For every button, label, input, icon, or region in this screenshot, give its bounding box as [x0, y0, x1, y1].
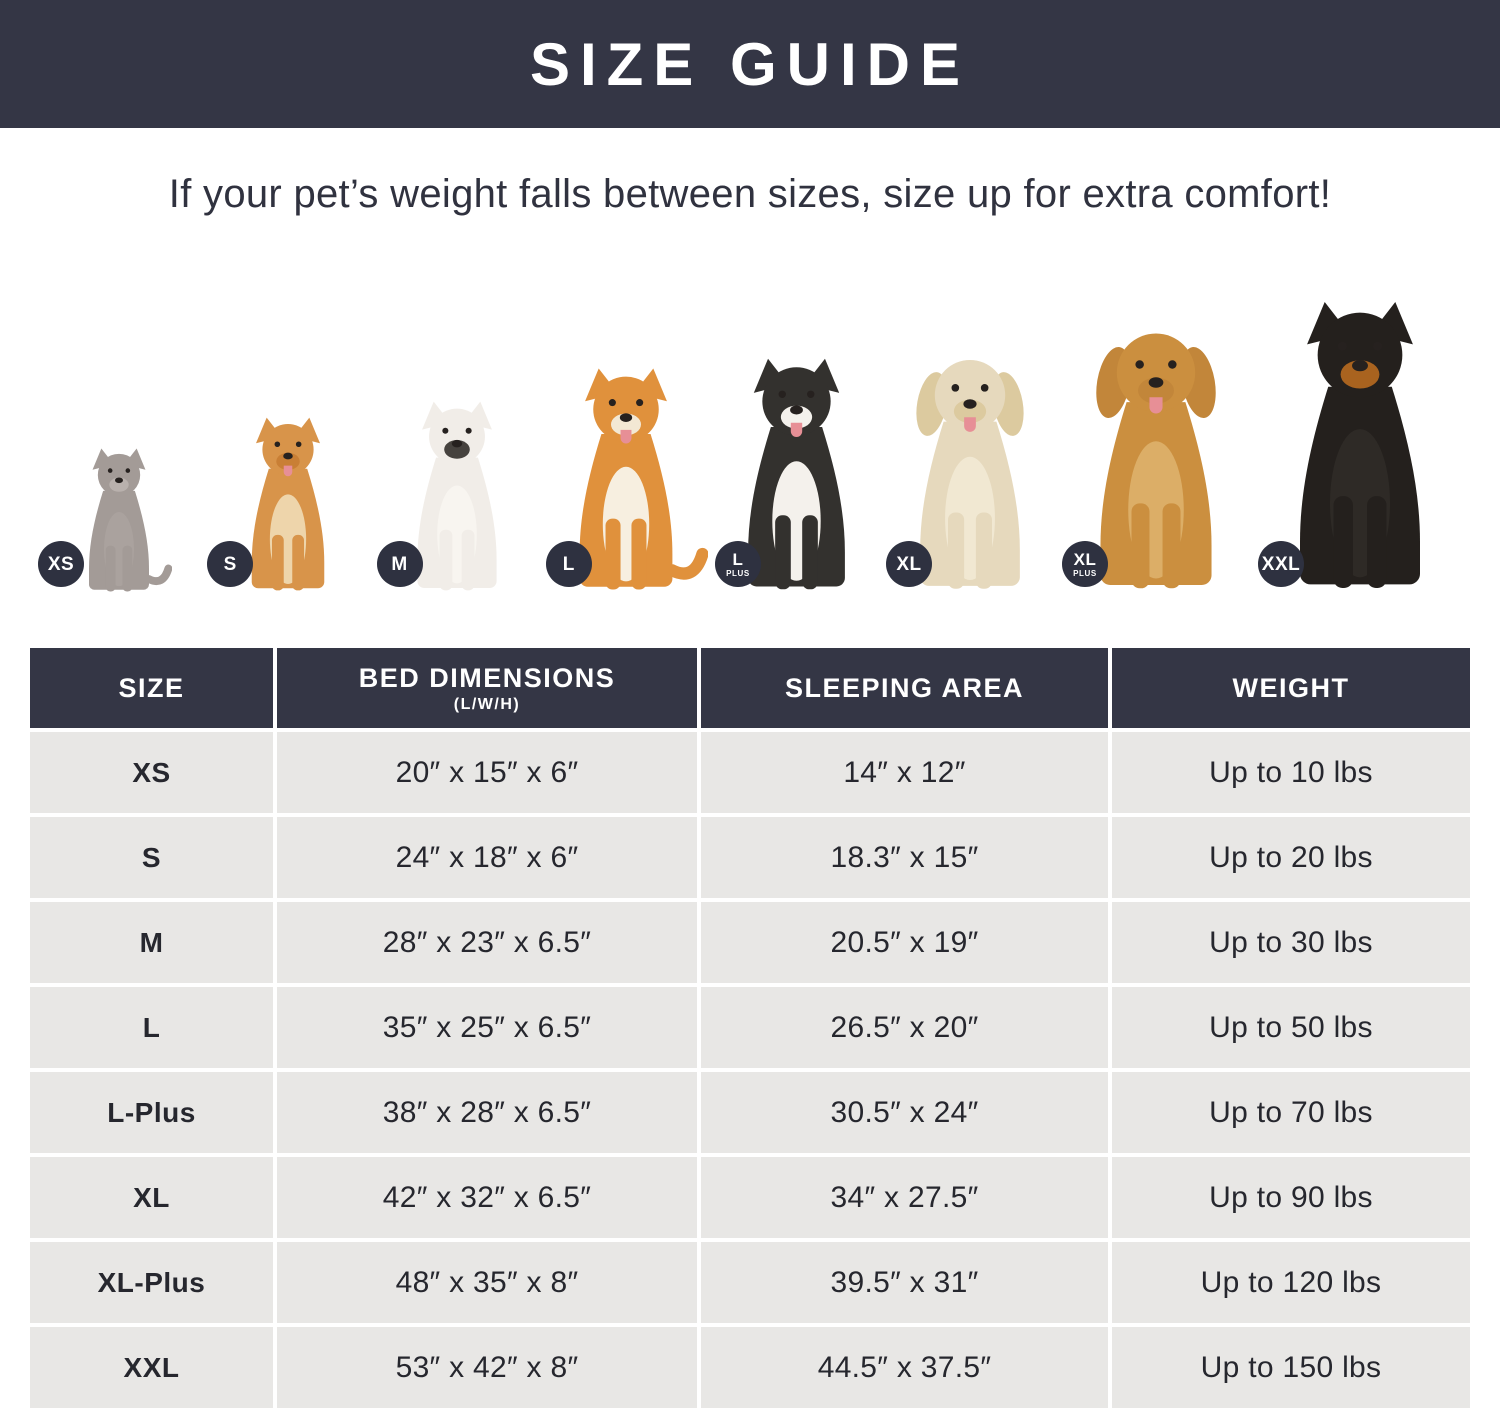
size-badge-label: XL	[896, 553, 922, 575]
table-cell-sleeping-area: 14″ x 12″	[701, 732, 1108, 813]
table-cell-weight: Up to 50 lbs	[1112, 987, 1470, 1068]
table-cell-size: XL	[30, 1157, 273, 1238]
table-cell-bed-dimensions: 53″ x 42″ x 8″	[277, 1327, 697, 1408]
table-cell-sleeping-area: 20.5″ x 19″	[701, 902, 1108, 983]
table-cell-sleeping-area: 30.5″ x 24″	[701, 1072, 1108, 1153]
table-cell-size: XL-Plus	[30, 1242, 273, 1323]
size-badge	[38, 541, 84, 587]
table-cell-size: S	[30, 817, 273, 898]
header-bar	[0, 0, 1500, 128]
table-cell-size: L	[30, 987, 273, 1068]
column-header-sublabel: (L/W/H)	[453, 695, 521, 713]
size-badge	[546, 541, 592, 587]
table-cell-sleeping-area: 44.5″ x 37.5″	[701, 1327, 1108, 1408]
size-badge-label: M	[391, 553, 408, 575]
table-cell-sleeping-area: 39.5″ x 31″	[701, 1242, 1108, 1323]
column-header-label: WEIGHT	[1232, 672, 1350, 703]
table-cell-weight: Up to 120 lbs	[1112, 1242, 1470, 1323]
table-cell-weight: Up to 10 lbs	[1112, 732, 1470, 813]
size-badge-label: XS	[47, 553, 75, 575]
size-badge	[715, 541, 761, 587]
size-badge-label: L	[732, 549, 744, 569]
table-cell-size: XS	[30, 732, 273, 813]
column-header-sleeping-area	[701, 648, 1108, 728]
size-badge	[1062, 541, 1108, 587]
size-badge	[377, 541, 423, 587]
column-header-label: SLEEPING AREA	[784, 672, 1025, 703]
table-cell-bed-dimensions: 42″ x 32″ x 6.5″	[277, 1157, 697, 1238]
table-cell-sleeping-area: 18.3″ x 15″	[701, 817, 1108, 898]
table-cell-weight: Up to 90 lbs	[1112, 1157, 1470, 1238]
size-badge	[886, 541, 932, 587]
grey-cat-cell	[34, 283, 203, 595]
size-badge	[207, 541, 253, 587]
pomeranian-cell	[203, 283, 372, 595]
table-cell-size: XXL	[30, 1327, 273, 1408]
table-cell-size: L-Plus	[30, 1072, 273, 1153]
size-badge-sublabel: PLUS	[726, 568, 750, 578]
pets-row	[0, 283, 1500, 595]
size-badge	[1258, 541, 1304, 587]
table-cell-bed-dimensions: 38″ x 28″ x 6.5″	[277, 1072, 697, 1153]
page-title: SIZE GUIDE	[529, 30, 971, 98]
size-badge-label: XXL	[1261, 553, 1301, 575]
table-cell-weight: Up to 150 lbs	[1112, 1327, 1470, 1408]
column-header-bed-dimensions	[277, 648, 697, 728]
golden-retriever-cell	[1058, 283, 1254, 595]
table-cell-sleeping-area: 34″ x 27.5″	[701, 1157, 1108, 1238]
subtitle-text: If your pet’s weight falls between sizes, size up for extra comfort!	[168, 172, 1332, 216]
table-cell-sleeping-area: 26.5″ x 20″	[701, 987, 1108, 1068]
labrador-cell	[882, 283, 1058, 595]
size-table	[30, 648, 1470, 1408]
size-badge-sublabel: PLUS	[1073, 568, 1097, 578]
table-cell-bed-dimensions: 35″ x 25″ x 6.5″	[277, 987, 697, 1068]
table-cell-bed-dimensions: 24″ x 18″ x 6″	[277, 817, 697, 898]
size-badge-label: L	[562, 553, 575, 575]
size-badge-label: XL	[1073, 549, 1097, 569]
shiba-inu-cell	[542, 283, 711, 595]
table-cell-weight: Up to 20 lbs	[1112, 817, 1470, 898]
table-cell-bed-dimensions: 28″ x 23″ x 6.5″	[277, 902, 697, 983]
table-cell-bed-dimensions: 20″ x 15″ x 6″	[277, 732, 697, 813]
column-header-weight	[1112, 648, 1470, 728]
table-cell-size: M	[30, 902, 273, 983]
table-cell-weight: Up to 70 lbs	[1112, 1072, 1470, 1153]
column-header-label: BED DIMENSIONS	[358, 662, 616, 693]
column-header-size	[30, 648, 273, 728]
doberman-cell	[1254, 283, 1466, 595]
table-cell-weight: Up to 30 lbs	[1112, 902, 1470, 983]
column-header-label: SIZE	[118, 672, 185, 703]
size-badge-label: S	[223, 553, 237, 575]
border-collie-cell	[711, 283, 882, 595]
table-cell-bed-dimensions: 48″ x 35″ x 8″	[277, 1242, 697, 1323]
french-bulldog-cell	[373, 283, 542, 595]
